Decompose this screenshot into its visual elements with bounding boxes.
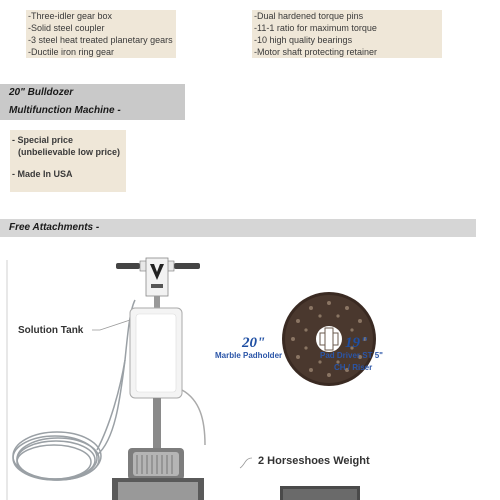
promo-box (10, 130, 126, 192)
solution-tank-leader (92, 320, 130, 330)
weight-leader (240, 458, 252, 468)
spec-item: -Solid steel coupler (28, 23, 105, 33)
spec-item: -Ductile iron ring gear (28, 47, 115, 57)
solution-tank-label: Solution Tank (18, 325, 84, 336)
padholder-size: 20" (242, 335, 266, 351)
product-title-band (0, 84, 185, 103)
pad-driver-size: 19" (345, 335, 369, 351)
spec-item: -Dual hardened torque pins (254, 11, 364, 21)
attachments-heading: Free Attachments - (9, 222, 100, 233)
pad-driver-label: Pad Driver ST 5" (320, 351, 383, 360)
handle (116, 258, 200, 296)
spec-list-left (26, 10, 176, 58)
pad-driver-riser-label: CH / Riser (334, 363, 373, 372)
motor-base (112, 448, 204, 500)
spec-item: -Motor shaft protecting retainer (254, 47, 378, 57)
padholder-label: Marble Padholder (215, 351, 283, 360)
spec-list-right (252, 10, 442, 58)
spec-item: -11-1 ratio for maximum torque (254, 23, 377, 33)
promo-special-price: - Special price (12, 135, 74, 145)
solution-tank (130, 308, 182, 398)
spec-item: -10 high quality bearings (254, 35, 353, 45)
promo-made-in-usa: - Made In USA (12, 169, 73, 179)
product-title-line1: 20" Bulldozer (9, 87, 74, 98)
spec-item: -3 steel heat treated planetary gears (28, 35, 173, 45)
product-subtitle-band (0, 103, 185, 120)
machine-illustration (0, 250, 500, 500)
promo-low-price: (unbelievable low price) (18, 147, 121, 157)
spec-item: -Three-idler gear box (28, 11, 113, 21)
attachments-band (0, 219, 476, 237)
product-title-line2: Multifunction Machine - (9, 105, 121, 116)
horseshoes-weight-label: 2 Horseshoes Weight (258, 455, 370, 467)
